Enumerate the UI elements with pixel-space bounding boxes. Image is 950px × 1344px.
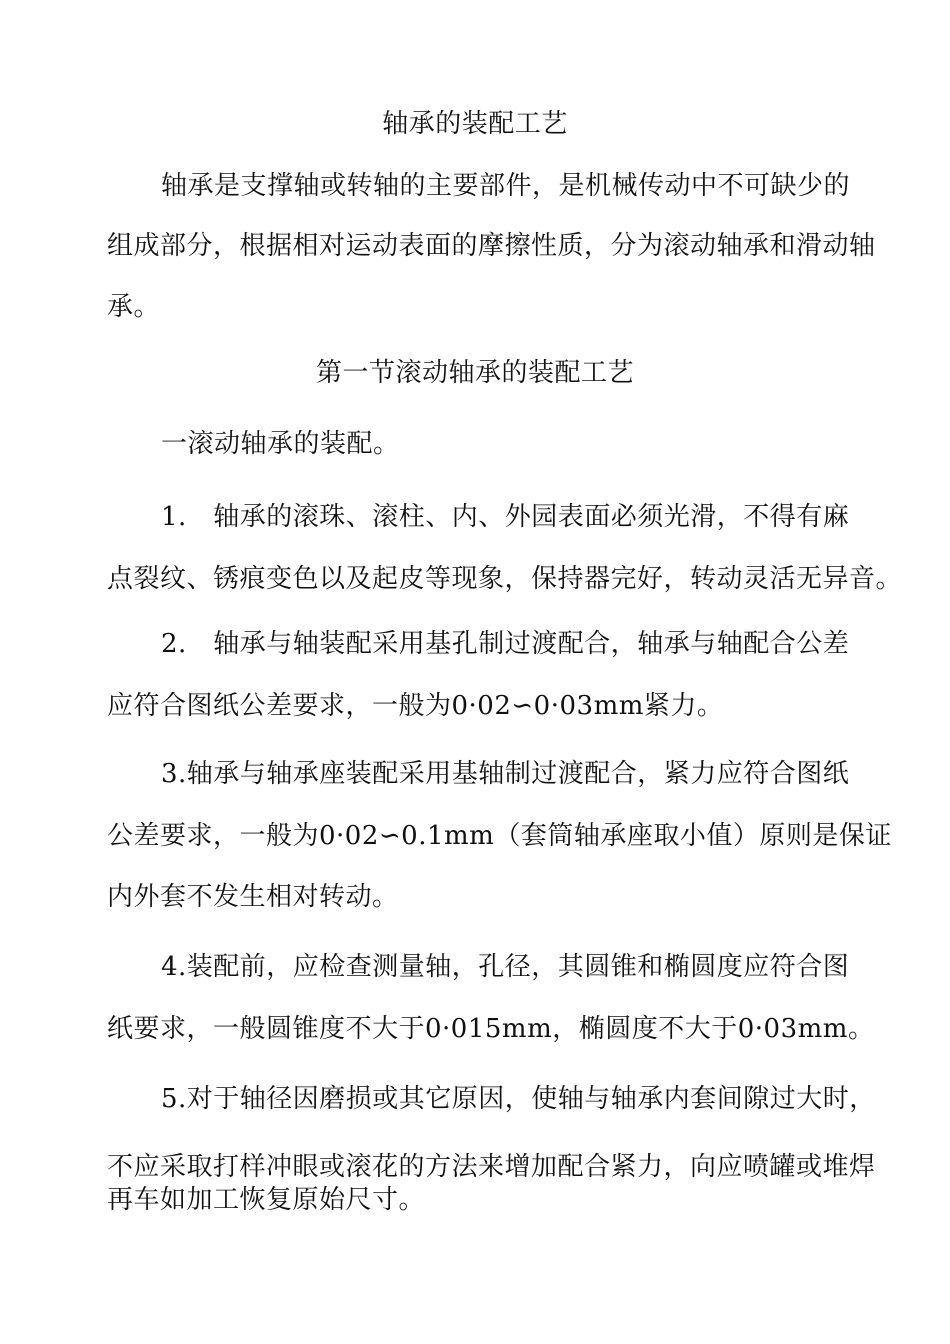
- item-2-line-1: 2. 轴承与轴装配采用基孔制过渡配合，轴承与轴配合公差: [161, 629, 850, 659]
- item-5-line-1: 5.对于轴径因磨损或其它原因，使轴与轴承内套间隙过大时，: [161, 1084, 876, 1114]
- item-4-line-1: 4.装配前，应检查测量轴，孔径，其圆锥和椭圆度应符合图: [161, 952, 850, 982]
- intro-line-2: 组成部分，根据相对运动表面的摩擦性质，分为滚动轴承和滑动轴: [107, 231, 876, 261]
- item-3-line-1: 3.轴承与轴承座装配采用基轴制过渡配合，紧力应符合图纸: [161, 759, 850, 789]
- item-1-line-2: 点裂纹、锈痕变色以及起皮等现象，保持器完好，转动灵活无异音。: [107, 564, 903, 594]
- item-5-line-2: 不应采取打样冲眼或滚花的方法来增加配合紧力，向应喷罐或堆焊: [107, 1152, 876, 1182]
- item-3-line-3: 内外套不发生相对转动。: [107, 882, 399, 912]
- intro-line-3: 承。: [107, 292, 161, 322]
- item-2-line-2: 应符合图纸公差要求，一般为0·02∽0·03mm紧力。: [107, 691, 724, 721]
- document-title: 轴承的装配工艺: [382, 109, 568, 139]
- item-4-line-2: 纸要求，一般圆锥度不大于0·015mm，椭圆度不大于0·03mm。: [107, 1014, 875, 1044]
- item-5-line-3: 再车如加工恢复原始尺寸。: [107, 1185, 426, 1215]
- intro-line-1: 轴承是支撑轴或转轴的主要部件，是机械传动中不可缺少的: [161, 171, 851, 201]
- section-title: 第一节滚动轴承的装配工艺: [315, 358, 634, 388]
- item-1-line-1: 1. 轴承的滚珠、滚柱、内、外园表面必须光滑，不得有麻: [161, 502, 850, 532]
- subsection-title: 一滚动轴承的装配。: [161, 429, 400, 459]
- item-3-line-2: 公差要求，一般为0·02∽0.1mm（套筒轴承座取小值）原则是保证: [107, 821, 892, 851]
